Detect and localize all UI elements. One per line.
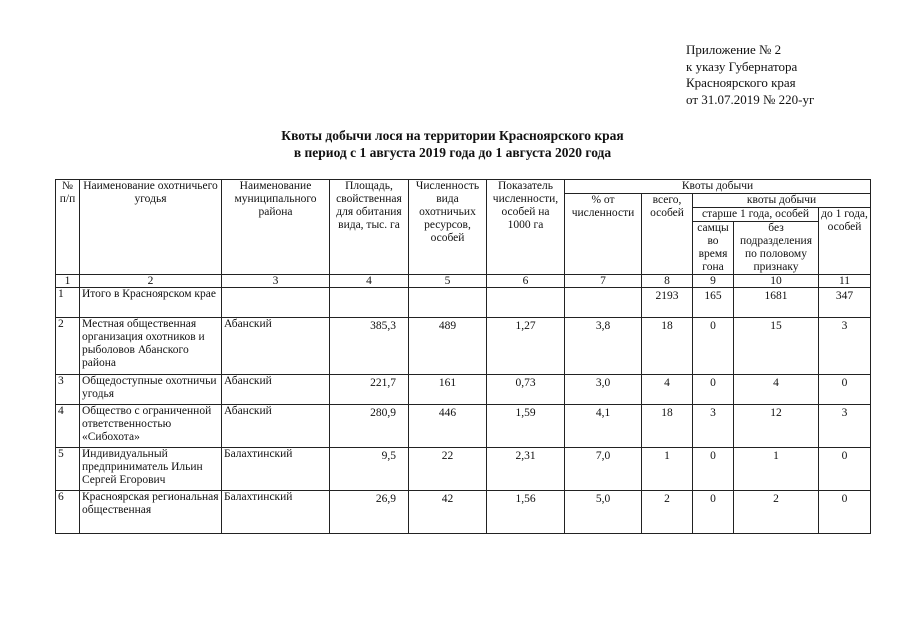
column-number: 1 <box>56 275 80 288</box>
cell-total: 1 <box>642 448 693 491</box>
cell-area <box>330 288 409 318</box>
header-num: № п/п <box>56 180 80 275</box>
header-percent: % от численности <box>565 194 642 275</box>
cell-hunting-ground: Местная общественная организация охотников и рыболовов Абанского района <box>80 318 222 375</box>
cell-hunting-ground: Индивидуальный предприниматель Ильин Сергей Егорович <box>80 448 222 491</box>
cell-hunting-ground: Общедоступные охотничьи угодья <box>80 375 222 405</box>
header-under1: до 1 года, особей <box>819 208 871 275</box>
cell-total: 2193 <box>642 288 693 318</box>
column-number: 5 <box>409 275 487 288</box>
appendix-line: Красноярского края <box>686 75 796 90</box>
cell-area: 280,9 <box>330 405 409 448</box>
cell-population: 22 <box>409 448 487 491</box>
cell-population: 489 <box>409 318 487 375</box>
cell-district: Балахтинский <box>222 491 330 534</box>
cell-area: 385,3 <box>330 318 409 375</box>
header-hunting-ground: Наименование охотничьего угодья <box>80 180 222 275</box>
column-number: 9 <box>693 275 734 288</box>
header-quota-sub: квоты добычи <box>693 194 871 208</box>
cell-under1: 347 <box>819 288 871 318</box>
cell-num: 5 <box>56 448 80 491</box>
cell-density: 1,59 <box>487 405 565 448</box>
cell-density: 2,31 <box>487 448 565 491</box>
cell-total: 18 <box>642 318 693 375</box>
column-number: 11 <box>819 275 871 288</box>
cell-percent: 3,8 <box>565 318 642 375</box>
cell-num: 4 <box>56 405 80 448</box>
cell-population: 161 <box>409 375 487 405</box>
appendix-line: от 31.07.2019 № 220-уг <box>686 91 815 107</box>
column-number: 4 <box>330 275 409 288</box>
cell-district: Абанский <box>222 318 330 375</box>
cell-population: 42 <box>409 491 487 534</box>
header-older: старше 1 года, особей <box>693 208 819 222</box>
cell-density: 0,73 <box>487 375 565 405</box>
cell-no-sex: 15 <box>734 318 819 375</box>
table-row <box>56 375 871 405</box>
cell-density: 1,56 <box>487 491 565 534</box>
cell-num: 3 <box>56 375 80 405</box>
column-number-row <box>56 275 871 288</box>
cell-area: 9,5 <box>330 448 409 491</box>
cell-district: Балахтинский <box>222 448 330 491</box>
cell-under1: 0 <box>819 375 871 405</box>
cell-males: 0 <box>693 491 734 534</box>
column-number: 2 <box>80 275 222 288</box>
table-row <box>56 491 871 534</box>
header-quotas: Квоты добычи <box>565 180 871 194</box>
cell-no-sex: 1681 <box>734 288 819 318</box>
appendix-block <box>686 42 814 108</box>
column-number: 8 <box>642 275 693 288</box>
column-number: 6 <box>487 275 565 288</box>
table-row <box>56 448 871 491</box>
cell-percent: 5,0 <box>565 491 642 534</box>
cell-under1: 0 <box>819 448 871 491</box>
table-row <box>56 405 871 448</box>
column-number: 10 <box>734 275 819 288</box>
table-row <box>56 288 871 318</box>
cell-population: 446 <box>409 405 487 448</box>
cell-males: 0 <box>693 448 734 491</box>
cell-males: 0 <box>693 318 734 375</box>
header-total: всего, особей <box>642 194 693 275</box>
cell-percent: 3,0 <box>565 375 642 405</box>
cell-district <box>222 288 330 318</box>
cell-percent: 7,0 <box>565 448 642 491</box>
cell-under1: 0 <box>819 491 871 534</box>
cell-hunting-ground: Общество с ограниченной ответственностью «Сибохота» <box>80 405 222 448</box>
cell-total: 2 <box>642 491 693 534</box>
cell-no-sex: 12 <box>734 405 819 448</box>
cell-no-sex: 1 <box>734 448 819 491</box>
cell-population <box>409 288 487 318</box>
cell-num: 2 <box>56 318 80 375</box>
cell-total: 18 <box>642 405 693 448</box>
cell-district: Абанский <box>222 375 330 405</box>
cell-num: 1 <box>56 288 80 318</box>
cell-no-sex: 2 <box>734 491 819 534</box>
title-line-2: в период с 1 августа 2019 года до 1 августа 2020 года <box>293 145 612 160</box>
cell-district: Абанский <box>222 405 330 448</box>
table-row <box>56 318 871 375</box>
header-area: Площадь, свойственная для обитания вида, тыс. га <box>330 180 409 275</box>
cell-under1: 3 <box>819 405 871 448</box>
cell-area: 26,9 <box>330 491 409 534</box>
column-number: 7 <box>565 275 642 288</box>
cell-males: 165 <box>693 288 734 318</box>
cell-percent: 4,1 <box>565 405 642 448</box>
header-population: Численность вида охотничьих ресурсов, особей <box>409 180 487 275</box>
document-title <box>0 127 905 161</box>
cell-hunting-ground: Итого в Красноярском крае <box>80 288 222 318</box>
cell-hunting-ground: Красноярская региональная общественная <box>80 491 222 534</box>
header-density: Показатель численности, особей на 1000 га <box>487 180 565 275</box>
header-no-sex: без подразделения по половому признаку <box>734 222 819 275</box>
cell-density <box>487 288 565 318</box>
cell-males: 0 <box>693 375 734 405</box>
cell-total: 4 <box>642 375 693 405</box>
cell-under1: 3 <box>819 318 871 375</box>
cell-no-sex: 4 <box>734 375 819 405</box>
cell-percent <box>565 288 642 318</box>
cell-num: 6 <box>56 491 80 534</box>
quota-table <box>55 179 871 534</box>
cell-area: 221,7 <box>330 375 409 405</box>
header-males: самцы во время гона <box>693 222 734 275</box>
cell-density: 1,27 <box>487 318 565 375</box>
title-line-1: Квоты добычи лося на территории Красноярского края <box>281 128 624 143</box>
appendix-line: Приложение № 2 <box>686 42 782 57</box>
column-number: 3 <box>222 275 330 288</box>
header-district: Наименование муниципального района <box>222 180 330 275</box>
cell-males: 3 <box>693 405 734 448</box>
appendix-line: к указу Губернатора <box>686 58 798 74</box>
